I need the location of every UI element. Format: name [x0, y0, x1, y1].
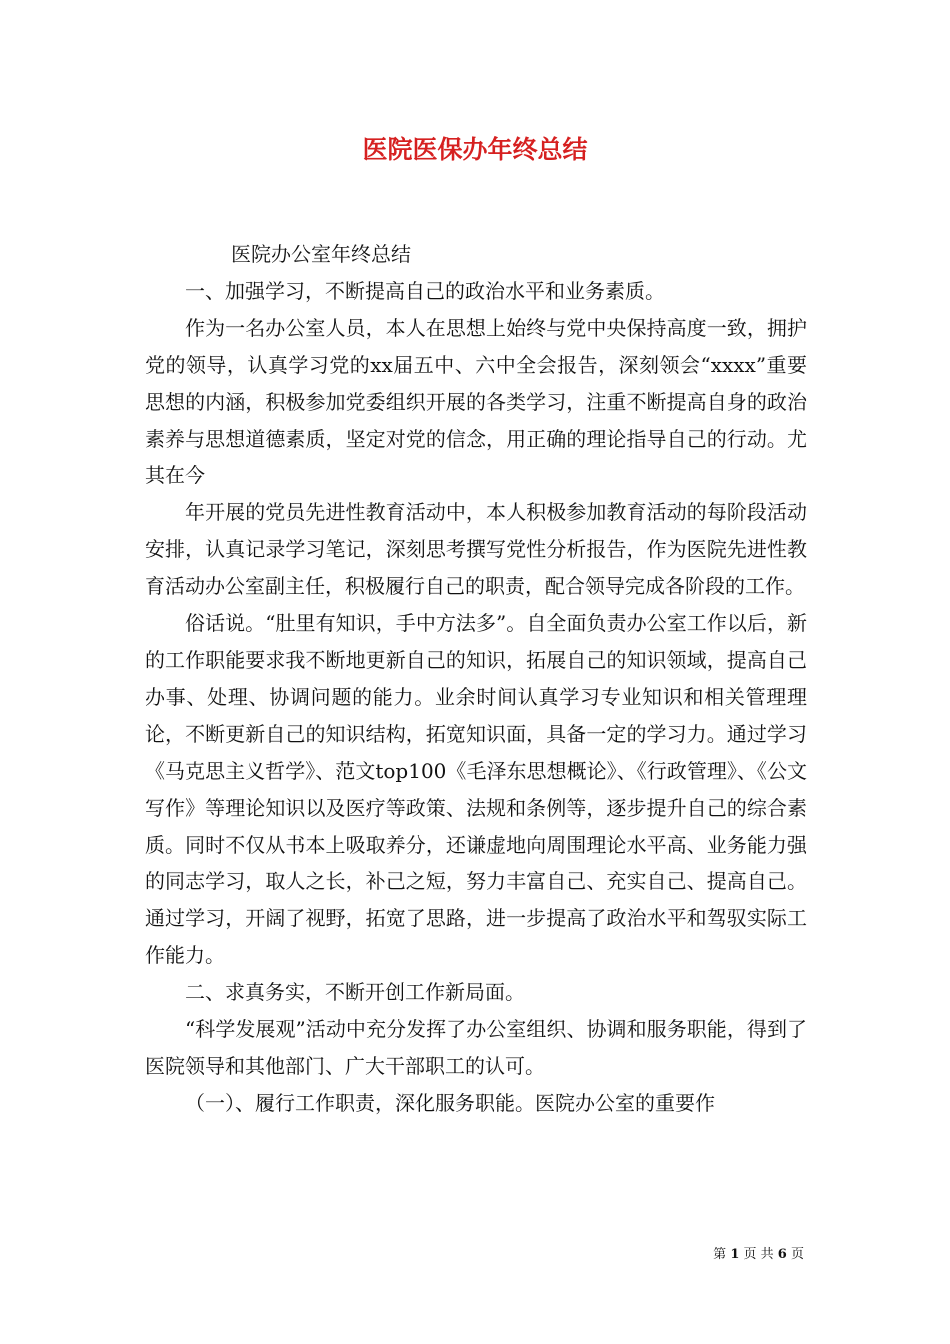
paragraph-subtitle: 医院办公室年终总结 — [231, 242, 411, 266]
paragraph: 作为一名办公室人员，本人在思想上始终与党中央保持高度一致，拥护党的领导，认真学习党的xx届五中、六中全会报告，深刻领会“xxxx”重要思想的内涵，积极参加党委组织开展的各类学习，注重不断提高自身的政治素养与思想道德素质，坚定对党的信念，用正确的理论指导自己的行动。尤其在今 — [145, 315, 807, 488]
paragraph: 年开展的党员先进性教育活动中，本人积极参加教育活动的每阶段活动安排，认真记录学习笔记，深刻思考撰写党性分析报告，作为医院先进性教育活动办公室副主任，积极履行自己的职责，配合领导完成各阶段的工作。 — [145, 500, 807, 599]
document-body — [145, 236, 807, 1122]
paragraph-subheading: （一）、履行工作职责，深化服务职能。医院办公室的重要作 — [185, 1090, 715, 1115]
page-number-footer — [713, 1246, 804, 1264]
paragraph-heading-2: 二、求真务实，不断开创工作新局面。 — [185, 980, 525, 1005]
footer-prefix: 第 — [713, 1247, 727, 1262]
footer-suffix: 页 — [790, 1247, 804, 1262]
paragraph: 俗话说。“肚里有知识，手中方法多”。自全面负责办公室工作以后，新的工作职能要求我不断地更新自己的知识，拓展自己的知识领域，提高自己办事、处理、协调问题的能力。业余时间认真学习专业知识和相关管理理论，不断更新自己的知识结构，拓宽知识面，具备一定的学习力。通过学习《马克思主义哲学》、范文top100《毛泽东思想概论》、《行政管理》、《公文写作》等理论知识以及医疗等政策、法规和条例等，逐步提升自己的综合素质。同时不仅从书本上吸取养分，还谦虚地向周围理论水平高、业务能力强的同志学习，取人之长，补己之短，努力丰富自己、充实自己、提高自己。通过学习，开阔了视野，拓宽了思路，进一步提高了政治水平和驾驭实际工作能力。 — [145, 611, 807, 968]
footer-total-pages: 6 — [777, 1247, 787, 1262]
paragraph-heading-1: 一、加强学习，不断提高自己的政治水平和业务素质。 — [185, 278, 665, 303]
footer-middle: 页 共 — [743, 1247, 774, 1262]
footer-current-page: 1 — [730, 1247, 740, 1262]
document-title: 医院医保办年终总结 — [362, 135, 588, 164]
paragraph: “科学发展观”活动中充分发挥了办公室组织、协调和服务职能，得到了医院领导和其他部门、广大干部职工的认可。 — [145, 1017, 807, 1078]
